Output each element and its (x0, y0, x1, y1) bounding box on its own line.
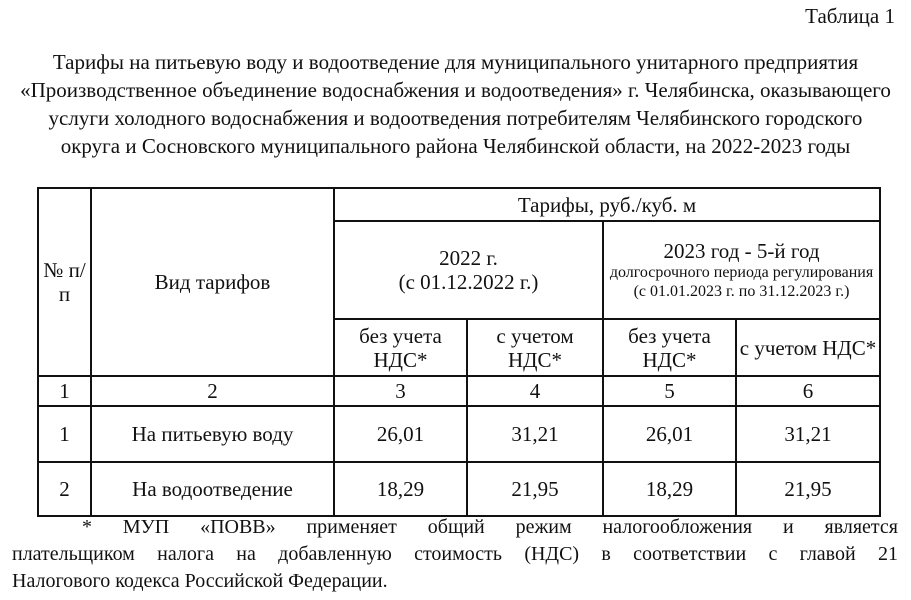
row-tariff-name: На водоотведение (91, 462, 334, 516)
header-number: № п/п (38, 188, 91, 376)
column-numbers-row (38, 376, 880, 406)
column-number: 6 (736, 376, 880, 406)
header-tariffs: Тарифы, руб./куб. м (334, 188, 880, 221)
document-title: Тарифы на питьевую воду и водоотведение для муниципального унитарного предприятия «Производственное объединение водоснабжения и водоотведения» г. Челябинска, оказывающего услуги холодного водоснабжения и водоотведения потребителям Челябинского городского округа и Сосновского муниципального района Челябинской области, на 2022-2023 годы (20, 50, 891, 158)
header-2023-with-vat: с учетом НДС* (736, 319, 880, 376)
column-number: 1 (38, 376, 91, 406)
footnote-line: Налогового кодекса Российской Федерации. (12, 570, 388, 592)
header-period-2023 (603, 221, 880, 319)
column-number: 5 (603, 376, 736, 406)
header-tariff-type: Вид тарифов (91, 188, 334, 376)
header-2022-without-vat: без учета НДС* (334, 319, 467, 376)
row-value: 26,01 (603, 406, 736, 462)
row-number: 1 (38, 406, 91, 462)
row-value: 26,01 (334, 406, 467, 462)
row-value: 18,29 (603, 462, 736, 516)
column-number: 4 (467, 376, 603, 406)
table-row (38, 406, 880, 462)
row-value: 18,29 (334, 462, 467, 516)
header-row-1 (38, 188, 880, 221)
row-number: 2 (38, 462, 91, 516)
column-number: 3 (334, 376, 467, 406)
period-2022-dates: (с 01.12.2022 г.) (398, 270, 539, 294)
row-tariff-name: На питьевую воду (91, 406, 334, 462)
period-2022-year: 2022 г. (439, 246, 498, 270)
header-period-2022 (334, 221, 603, 319)
table-label: Таблица 1 (805, 4, 895, 28)
header-2022-with-vat: с учетом НДС* (467, 319, 603, 376)
footnote-line: плательщиком налога на добавленную стоимость (НДС) в соответствии с главой 21 (12, 543, 898, 565)
vat-footnote (12, 514, 898, 595)
row-value: 31,21 (736, 406, 880, 462)
row-value: 21,95 (736, 462, 880, 516)
row-value: 21,95 (467, 462, 603, 516)
row-value: 31,21 (467, 406, 603, 462)
header-2023-without-vat: без учета НДС* (603, 319, 736, 376)
period-2023-year: 2023 год - 5-й год (663, 239, 820, 263)
table-row (38, 462, 880, 516)
footnote-line: * МУП «ПОВВ» применяет общий режим налогообложения и является (82, 516, 898, 538)
column-number: 2 (91, 376, 334, 406)
tariffs-table (37, 187, 881, 517)
period-2023-dates: долгосрочного периода регулирования (с 01.01.2023 г. по 31.12.2023 г.) (609, 264, 874, 300)
